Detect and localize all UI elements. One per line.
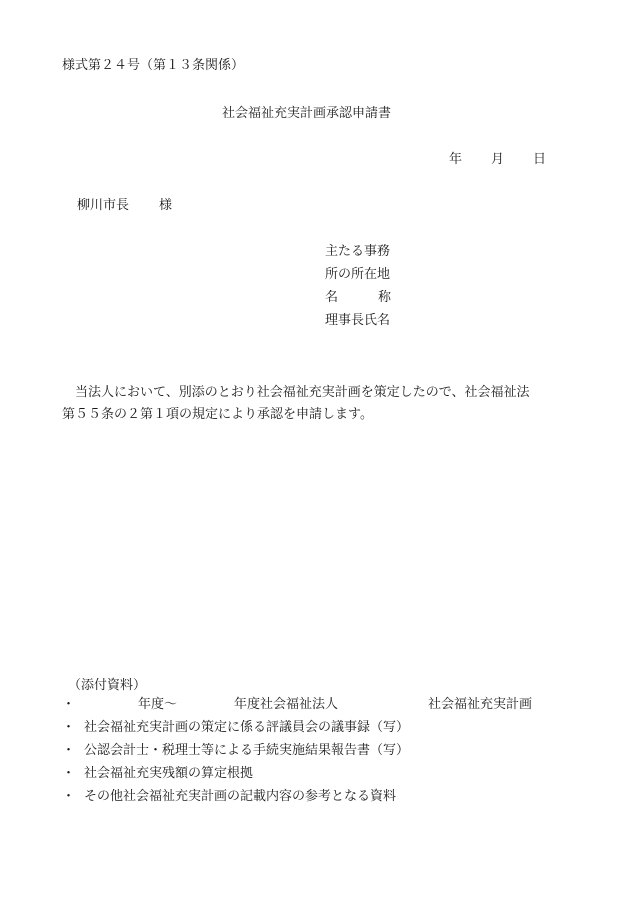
addressee-suffix: 様: [159, 198, 173, 213]
attachments-heading: （添付資料）: [68, 678, 147, 693]
fiscal-year-from: 年度～: [138, 697, 178, 712]
bullet: ・: [62, 743, 76, 758]
statement-line-2: 第５５条の２第１項の規定により承認を申請します。: [62, 407, 373, 422]
fiscal-year-to-corporation: 年度社会福祉法人: [234, 697, 339, 712]
attachment-item: [62, 743, 582, 766]
form-number: 様式第２４号（第１３条関係）: [62, 58, 245, 73]
bullet: ・: [62, 766, 76, 781]
addressee-name: 柳川市長: [77, 198, 130, 213]
plan-document-name: 社会福祉充実計画: [428, 697, 533, 712]
name-label-right: 称: [378, 290, 392, 305]
attachments-list: [62, 697, 582, 812]
attachment-item: [62, 720, 582, 743]
attachment-label: 社会福祉充実残額の算定根拠: [84, 766, 254, 781]
date-month-label: 月: [491, 152, 505, 167]
application-statement: [62, 382, 582, 426]
attachment-item: [62, 766, 582, 789]
chairman-name-label: 理事長氏名: [325, 313, 391, 328]
corporation-name-label: [325, 290, 391, 313]
name-label-left: 名: [325, 290, 339, 305]
bullet: ・: [62, 789, 76, 804]
statement-line-1: 当法人において、別添のとおり社会福祉充実計画を策定したので、社会福祉法: [75, 385, 530, 400]
bullet: ・: [62, 697, 76, 712]
attachment-label: その他社会福祉充実計画の記載内容の参考となる資料: [84, 789, 397, 804]
document-title: 社会福祉充実計画承認申請書: [222, 106, 392, 121]
bullet: ・: [62, 720, 76, 735]
office-label-line1: 主たる事務: [325, 244, 391, 259]
attachment-label: 社会福祉充実計画の策定に係る評議員会の議事録（写）: [84, 720, 410, 735]
attachment-label: 公認会計士・税理士等による手続実施結果報告書（写）: [84, 743, 410, 758]
attachment-item: [62, 789, 582, 812]
office-label-line2: 所の所在地: [325, 267, 391, 282]
applicant-block: [325, 244, 391, 336]
date-year-label: 年: [449, 152, 463, 167]
date-day-label: 日: [533, 152, 547, 167]
attachment-item-plan: [62, 697, 582, 720]
